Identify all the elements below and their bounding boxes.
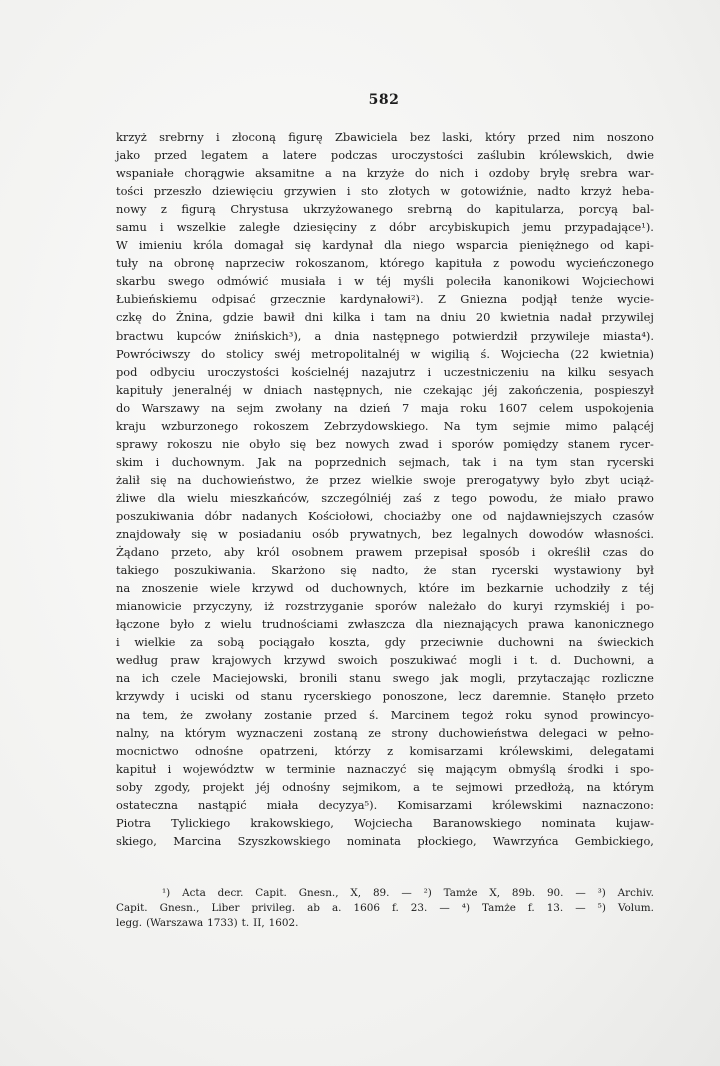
footnote-line: Capit. Gnesn., Liber privileg. ab a. 1606 f. 23. — ⁴) Tamże f. 13. — ⁵) Volum. xyxy=(116,902,654,915)
text-line: takiego poszukiwania. Skarżono się nadto, że stan rycerski wystawiony był xyxy=(116,563,654,578)
text-line: sprawy rokoszu nie obyło się bez nowych zwad i sporów pomiędzy stanem rycer- xyxy=(116,436,654,451)
text-line: żalił się na duchowieństwo, że przez wielkie swoje prerogatywy było zbyt uciąż- xyxy=(116,472,654,487)
footnotes xyxy=(116,886,654,932)
text-line: W imieniu króla domagał się kardynał dla niego wsparcia pieniężnego od kapi- xyxy=(116,238,654,253)
text-line: nalny, na którym wyznaczeni zostaną ze strony duchowieństwa delegaci w pełno- xyxy=(116,725,654,740)
text-line: poszukiwania dóbr nadanych Kościołowi, chociażby one od najdawniejszych czasów xyxy=(116,508,654,523)
text-line: Żądano przeto, aby król osobnem prawem przepisał sposób i określił czas do xyxy=(116,545,654,560)
text-line: jako przed legatem a latere podczas uroczystości zaślubin królewskich, dwie xyxy=(116,148,654,163)
text-line: łączone było z wielu trudnościami zwłaszcza dla nieznających prawa kanonicznego xyxy=(116,617,654,632)
text-line: samu i wszelkie zaległe dziesięciny z dóbr arcybiskupich jemu przypadające¹). xyxy=(116,220,654,235)
text-line: do Warszawy na sejm zwołany na dzień 7 maja roku 1607 celem uspokojenia xyxy=(116,400,654,415)
text-line: soby zgody, projekt jéj odnośny sejmikom, a te sejmowi przedłożą, na którym xyxy=(116,779,654,794)
text-line: mianowicie przyczyny, iż rozstrzyganie sporów należało do kuryi rzymskiéj i po- xyxy=(116,599,654,614)
text-line: kapituły jeneralnéj w dniach następnych, nie czekając jéj zakończenia, pospieszył xyxy=(116,382,654,397)
text-line: czkę do Żnina, gdzie bawił dni kilka i tam na dniu 20 kwietnia nadał przywilej xyxy=(116,310,654,325)
text-line: mocnictwo odnośne opatrzeni, którzy z komisarzami królewskimi, delegatami xyxy=(116,743,654,758)
text-line: krzyż srebrny i złoconą figurę Zbawiciela bez laski, który przed nim noszono xyxy=(116,130,654,144)
text-line: bractwu kupców żnińskich³), a dnia następnego potwierdził przywileje miasta⁴). xyxy=(116,328,654,343)
text-line: na tem, że zwołany zostanie przed ś. Marcinem tegoż roku synod prowincyo- xyxy=(116,707,654,722)
text-line: wspaniałe chorągwie aksamitne a na krzyże do nich i ozdoby bryłę srebra war- xyxy=(116,166,654,181)
body-text xyxy=(116,128,654,850)
text-line: skim i duchownym. Jak na poprzednich sejmach, tak i na tym stan rycerski xyxy=(116,454,654,469)
text-line: krzywdy i uciski od stanu rycerskiego ponoszone, lecz daremnie. Stanęło przeto xyxy=(116,689,654,704)
text-line: tości przeszło dziewięciu grzywien i sto złotych w gotowiźnie, nadto krzyż heba- xyxy=(116,184,654,199)
text-line: żliwe dla wielu mieszkańców, szczególniéj zaś z tego powodu, że miało prawo xyxy=(116,490,654,505)
text-line: Piotra Tylickiego krakowskiego, Wojciecha Baranowskiego nominata kujaw- xyxy=(116,815,654,830)
text-line: ostateczna nastąpić miała decyzya⁵). Komisarzami królewskimi naznaczono: xyxy=(116,797,654,812)
text-line: Łubieńskiemu odpisać grzecznie kardynałowi²). Z Gniezna podjął tenże wycie- xyxy=(116,292,654,307)
text-line: tuły na obronę naprzeciw rokoszanom, którego kapituła z powodu wycieńczonego xyxy=(116,256,654,271)
text-line: pod odbyciu uroczystości kościelnéj nazajutrz i uczestniczeniu na kilku sesyach xyxy=(116,364,654,379)
text-line: kraju wzburzonego rokoszem Zebrzydowskiego. Na tym sejmie mimo palącéj xyxy=(116,418,654,433)
text-line: znajdowały się w posiadaniu osób prywatnych, bez legalnych dowodów własności. xyxy=(116,527,654,542)
text-line: skiego, Marcina Szyszkowskiego nominata płockiego, Wawrzyńca Gembickiego, xyxy=(116,833,654,848)
text-line: według praw krajowych krzywd swoich poszukiwać mogli i t. d. Duchowni, a xyxy=(116,653,654,668)
text-line: na ich czele Maciejowski, bronili stanu swego jak mogli, przytaczając rozliczne xyxy=(116,671,654,686)
text-line: i wielkie za sobą pociągało koszta, gdy przeciwnie duchowni na świeckich xyxy=(116,635,654,650)
text-line: na znoszenie wiele krzywd od duchownych, które im bezkarnie uchodziły z téj xyxy=(116,581,654,596)
text-line: nowy z figurą Chrystusa ukrzyżowanego srebrną do kapitularza, porcyą bal- xyxy=(116,202,654,217)
text-line: Powróciwszy do stolicy swéj metropolitalnéj w wigilią ś. Wojciecha (22 kwietnia) xyxy=(116,346,654,361)
footnote-line: ¹) Acta decr. Capit. Gnesn., X, 89. — ²) Tamże X, 89b. 90. — ³) Archiv. xyxy=(162,887,654,899)
text-line: skarbu swego odmówić musiała i w téj myśli poleciła kanonikowi Wojciechowi xyxy=(116,274,654,289)
footnote-line: legg. (Warszawa 1733) t. II, 1602. xyxy=(116,917,299,930)
page-number: 582 xyxy=(368,92,400,108)
text-line: kapituł i województw w terminie naznaczyć się mającym obmyślą środki i spo- xyxy=(116,761,654,776)
